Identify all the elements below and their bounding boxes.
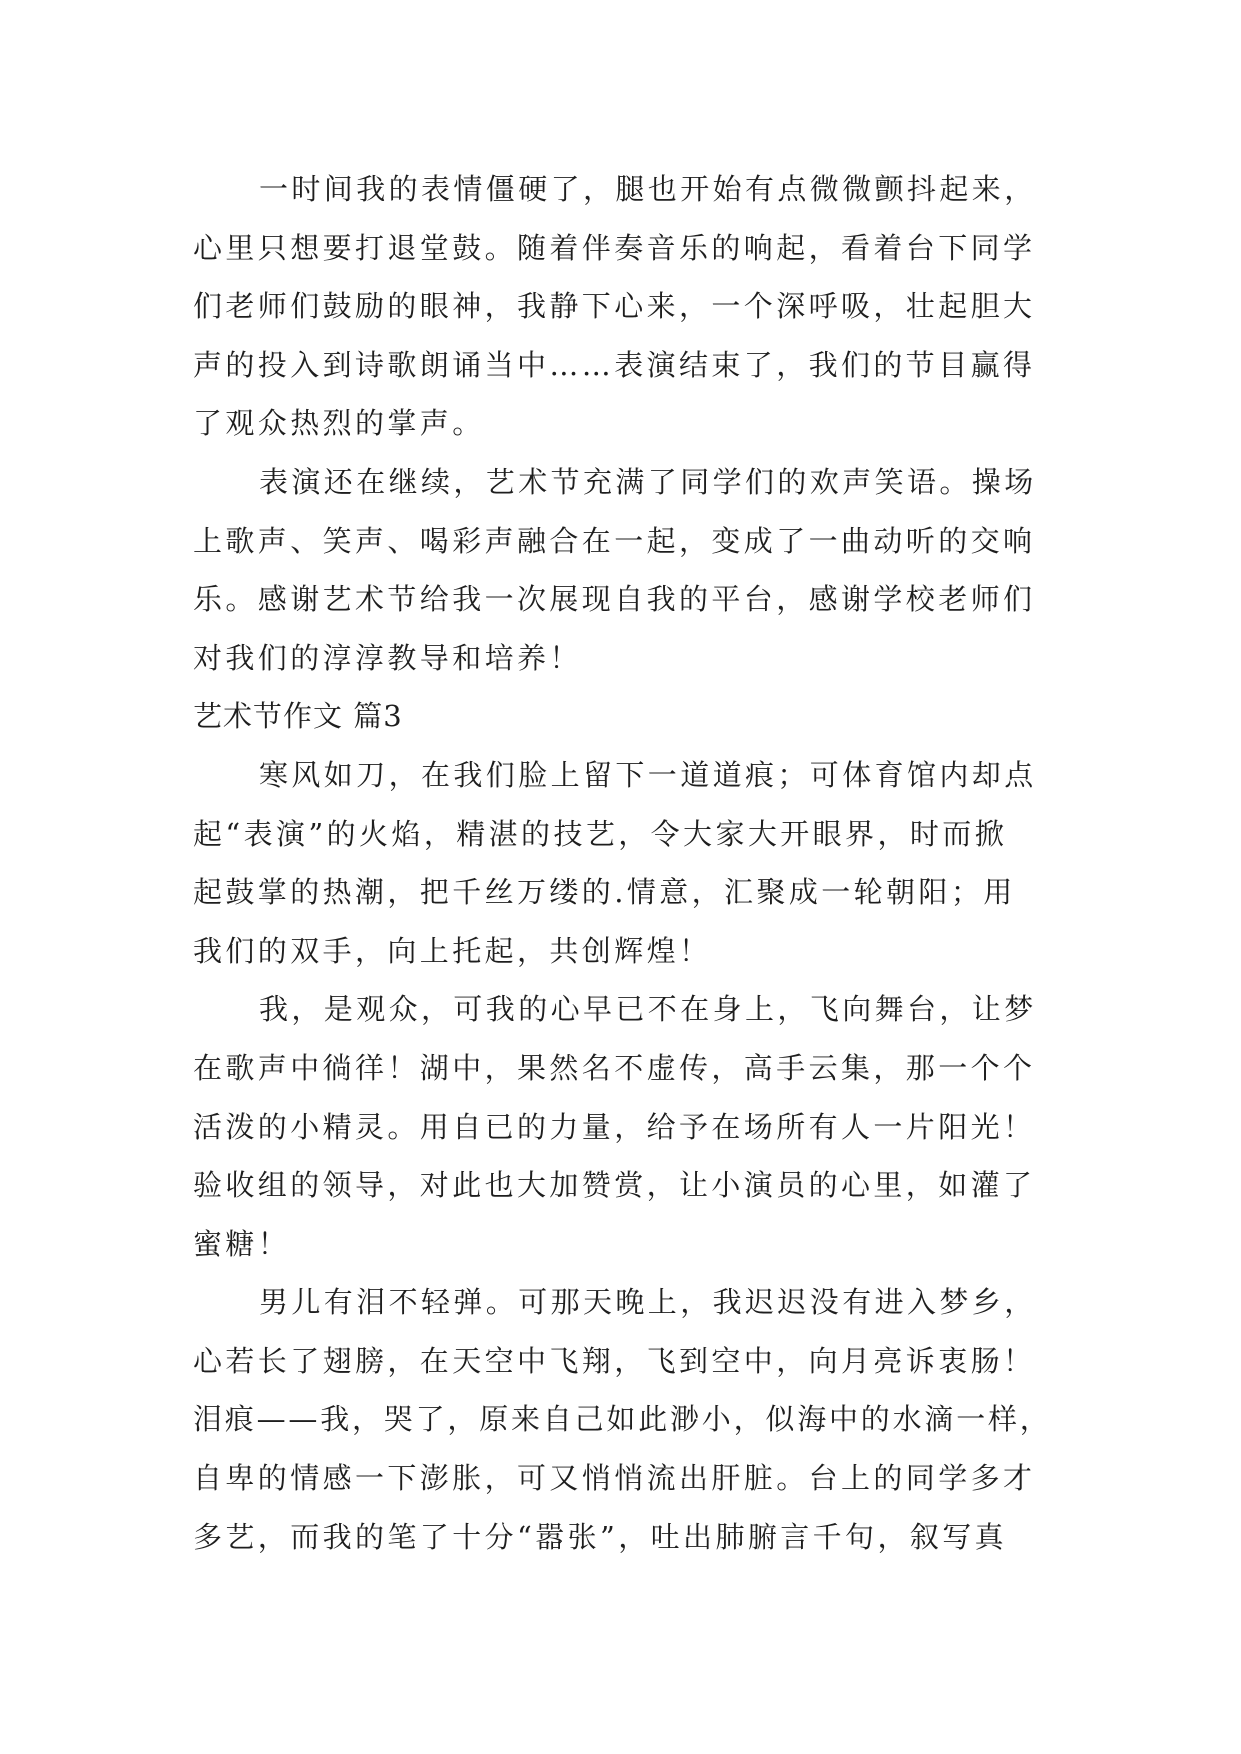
text-line: 了观众热烈的掌声。 <box>193 406 485 441</box>
text-line: 起鼓掌的热潮，把千丝万缕的.情意，汇聚成一轮朝阳；用 <box>193 875 1016 910</box>
text-line: 起“表演”的火焰，精湛的技艺，令大家大开眼界，时而掀 <box>193 816 1008 851</box>
text-line: 多艺，而我的笔了十分“嚣张”，吐出肺腑言千句，叙写真 <box>193 1519 1008 1554</box>
text-line: 心里只想要打退堂鼓。随着伴奏音乐的响起，看着台下同学 <box>193 230 1036 265</box>
text-line: 心若长了翅膀，在天空中飞翔，飞到空中，向月亮诉衷肠！ <box>193 1343 1036 1378</box>
text-line: 表演还在继续，艺术节充满了同学们的欢声笑语。操场 <box>259 464 1037 499</box>
text-line: 声的投入到诗歌朗诵当中……表演结束了，我们的节目赢得 <box>193 347 1036 382</box>
text-line: 一时间我的表情僵硬了，腿也开始有点微微颤抖起来， <box>259 172 1037 206</box>
text-line: 我，是观众，可我的心早已不在身上，飞向舞台，让梦 <box>259 992 1037 1027</box>
text-line: 蜜糖！ <box>193 1226 291 1261</box>
text-line: 我们的双手，向上托起，共创辉煌！ <box>193 933 712 968</box>
text-line: 们老师们鼓励的眼神，我静下心来，一个深呼吸，壮起胆大 <box>193 289 1036 324</box>
text-line: 泪痕——我，哭了，原来自己如此渺小，似海中的水滴一样， <box>193 1402 1052 1437</box>
text-line: 上歌声、笑声、喝彩声融合在一起，变成了一曲动听的交响 <box>193 523 1036 558</box>
text-line: 验收组的领导，对此也大加赞赏，让小演员的心里，如灌了 <box>193 1168 1036 1203</box>
document-body <box>193 160 1053 1566</box>
section-heading: 艺术节作文 篇3 <box>193 699 403 734</box>
text-line: 男儿有泪不轻弹。可那天晚上，我迟迟没有进入梦乡， <box>259 1285 1037 1320</box>
text-line: 寒风如刀，在我们脸上留下一道道痕；可体育馆内却点 <box>259 757 1037 792</box>
text-line: 自卑的情感一下澎胀，可又悄悄流出肝脏。台上的同学多才 <box>193 1461 1036 1496</box>
text-line: 在歌声中徜徉！湖中，果然名不虚传，高手云集，那一个个 <box>193 1050 1036 1085</box>
text-line: 活泼的小精灵。用自已的力量，给予在场所有人一片阳光！ <box>193 1109 1036 1144</box>
text-line: 对我们的淳淳教导和培养！ <box>193 640 582 675</box>
text-line: 乐。感谢艺术节给我一次展现自我的平台，感谢学校老师们 <box>193 582 1036 617</box>
